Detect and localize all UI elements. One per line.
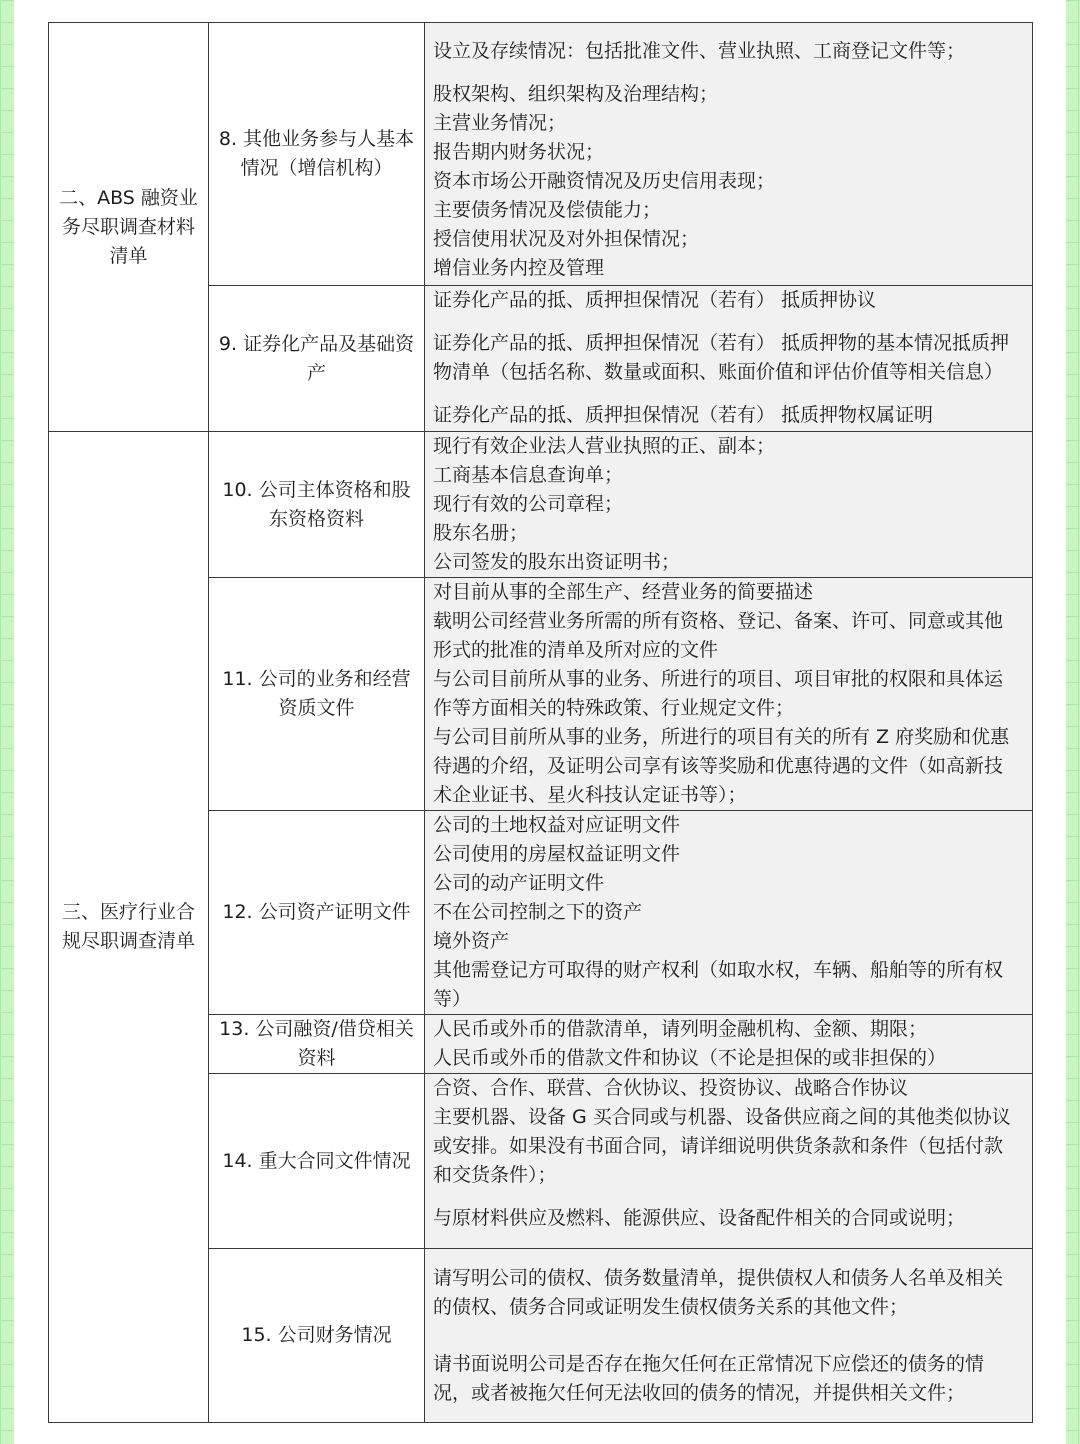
item-cell: 13. 公司融资/借贷相关资料	[209, 1015, 425, 1074]
detail-cell	[425, 1249, 1033, 1423]
detail-line: 股权架构、组织架构及治理结构；	[433, 83, 719, 105]
detail-cell	[425, 578, 1033, 811]
detail-line: 与公司目前所从事的业务、所进行的项目、项目审批的权限和具体运作等方面相关的特殊政策、行业规定文件；	[433, 668, 1004, 719]
detail-line: 证券化产品的抵、质押担保情况（若有） 抵质押协议	[433, 289, 877, 311]
detail-cell	[425, 1015, 1033, 1074]
item-cell: 15. 公司财务情况	[209, 1249, 425, 1423]
detail-line: 设立及存续情况：包括批准文件、营业执照、工商登记文件等；	[433, 40, 966, 62]
detail-line: 请写明公司的债权、债务数量清单，提供债权人和债务人名单及相关的债权、债务合同或证明发生债权债务关系的其他文件；	[433, 1266, 1004, 1318]
detail-line: 公司签发的股东出资证明书；	[433, 551, 681, 573]
detail-line: 报告期内财务状况；	[433, 141, 605, 163]
item-cell: 10. 公司主体资格和股东资格资料	[209, 432, 425, 578]
detail-line: 境外资产	[433, 930, 510, 952]
table-row	[49, 23, 1033, 286]
detail-line: 现行有效的公司章程；	[433, 493, 624, 515]
detail-line: 与公司目前所从事的业务，所进行的项目有关的所有 Z 府奖励和优惠待遇的介绍，及证明公司享有该等奖励和优惠待遇的文件（如高新技术企业证书、星火科技认定证书等）；	[433, 726, 1010, 806]
detail-line: 公司的动产证明文件	[433, 872, 605, 894]
detail-line: 对目前从事的全部生产、经营业务的简要描述	[433, 581, 814, 603]
due-diligence-table	[48, 22, 1033, 1423]
item-cell: 12. 公司资产证明文件	[209, 811, 425, 1015]
table-row	[49, 432, 1033, 578]
category-cell-medical: 三、医疗行业合规尽职调查清单	[49, 432, 209, 1423]
detail-line: 股东名册；	[433, 522, 529, 544]
item-cell: 8. 其他业务参与人基本情况（增信机构）	[209, 23, 425, 286]
item-cell: 9. 证券化产品及基础资产	[209, 286, 425, 432]
detail-line: 工商基本信息查询单；	[433, 464, 624, 486]
detail-cell	[425, 23, 1033, 286]
item-cell: 11. 公司的业务和经营资质文件	[209, 578, 425, 811]
detail-line: 增信业务内控及管理	[433, 257, 605, 279]
detail-line: 人民币或外币的借款清单，请列明金融机构、金额、期限；	[433, 1018, 928, 1040]
detail-cell	[425, 432, 1033, 578]
detail-line: 人民币或外币的借款文件和协议（不论是担保的或非担保的）	[433, 1047, 947, 1069]
detail-line: 主要债务情况及偿债能力；	[433, 199, 662, 221]
detail-line: 公司使用的房屋权益证明文件	[433, 843, 681, 865]
detail-line: 现行有效企业法人营业执照的正、副本；	[433, 435, 776, 457]
item-cell: 14. 重大合同文件情况	[209, 1074, 425, 1249]
category-cell-abs: 二、ABS 融资业务尽职调查材料清单	[49, 23, 209, 432]
detail-line: 主营业务情况；	[433, 112, 567, 134]
detail-line: 载明公司经营业务所需的所有资格、登记、备案、许可、同意或其他形式的批准的清单及所对应的文件	[433, 610, 1004, 661]
detail-line: 与原材料供应及燃料、能源供应、设备配件相关的合同或说明；	[433, 1207, 966, 1229]
detail-cell	[425, 1074, 1033, 1249]
detail-line: 公司的土地权益对应证明文件	[433, 814, 681, 836]
detail-line: 证券化产品的抵、质押担保情况（若有） 抵质押物权属证明	[433, 404, 934, 426]
detail-line: 不在公司控制之下的资产	[433, 901, 643, 923]
detail-line: 授信使用状况及对外担保情况；	[433, 228, 700, 250]
detail-line: 主要机器、设备 G 买合同或与机器、设备供应商之间的其他类似协议或安排。如果没有书面合同，请详细说明供货条款和条件（包括付款和交货条件）；	[433, 1106, 1011, 1186]
detail-line: 其他需登记方可取得的财产权利（如取水权，车辆、船舶等的所有权等）	[433, 959, 1004, 1010]
detail-cell	[425, 811, 1033, 1015]
detail-line: 资本市场公开融资情况及历史信用表现；	[433, 170, 776, 192]
detail-line: 请书面说明公司是否存在拖欠任何在正常情况下应偿还的债务的情况，或者被拖欠任何无法收回的债务的情况，并提供相关文件；	[433, 1352, 985, 1404]
detail-line: 证券化产品的抵、质押担保情况（若有） 抵质押物的基本情况抵质押物清单（包括名称、数量或面积、账面价值和评估价值等相关信息）	[433, 332, 1010, 383]
detail-cell	[425, 286, 1033, 432]
detail-line: 合资、合作、联营、合伙协议、投资协议、战略合作协议	[433, 1077, 909, 1099]
